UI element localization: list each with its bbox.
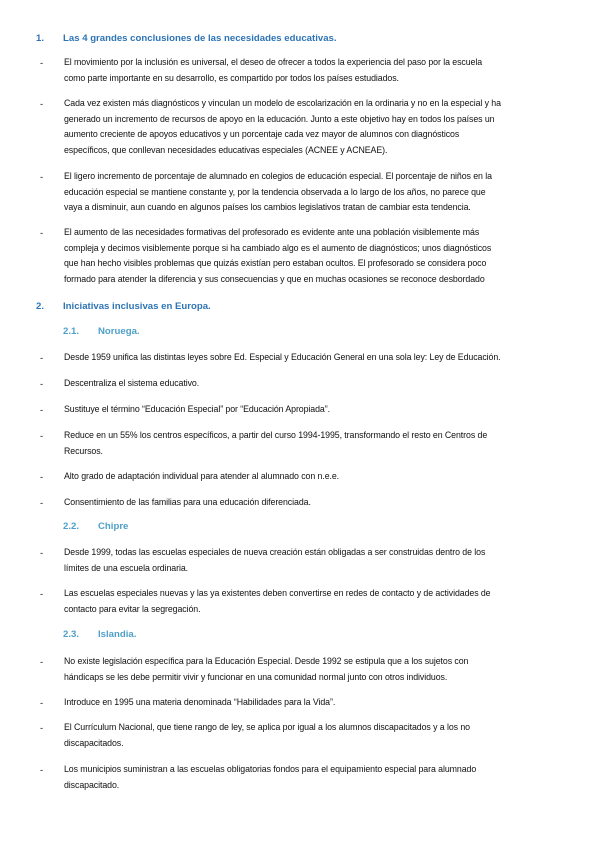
list-item-text: Desde 1959 unifica las distintas leyes sobre Ed. Especial y Educación General en una sola ley: Ley de Educación.	[64, 352, 501, 362]
subsection-number: 2.1.	[63, 326, 80, 337]
subsection-number: 2.3.	[63, 629, 80, 640]
bullet-dash: -	[40, 98, 44, 109]
bullet-dash: -	[40, 588, 44, 599]
bullet-dash: -	[40, 656, 44, 667]
section-title: Iniciativas inclusivas en Europa.	[63, 301, 211, 312]
section-heading	[36, 301, 211, 312]
bullet-dash: -	[40, 764, 44, 775]
section-title: Las 4 grandes conclusiones de las necesidades educativas.	[63, 33, 337, 44]
subsection-title: Chipre	[98, 521, 129, 532]
list-item-text: El ligero incremento de porcentaje de alumnado en colegios de educación especial. El porcentaje de niños en la educación especial se mantiene constante y, por la tendencia observada a lo largo de los años, no parece que vaya a disminuir, aun cuando en algunos países los cambios legislativos tratan de cambiar esta tendencia.	[64, 171, 492, 212]
list-item-text: Los municipios suministran a las escuelas obligatorias fondos para el equipamiento especial para alumnado discapacitado.	[64, 764, 477, 790]
list-item-text: Alto grado de adaptación individual para atender al alumnado con n.e.e.	[64, 471, 340, 481]
list-item-text: Consentimiento de las familias para una educación diferenciada.	[64, 497, 311, 507]
section-number: 1.	[36, 33, 45, 44]
subsection-heading	[63, 521, 128, 532]
list-item-text: Introduce en 1995 una materia denominada “Habilidades para la Vida”.	[64, 697, 336, 707]
bullet-dash: -	[40, 171, 44, 182]
section-number: 2.	[36, 301, 45, 312]
list-item-text: El Currículum Nacional, que tiene rango de ley, se aplica por igual a los alumnos discapacitados y a los no discapacitados.	[64, 722, 470, 748]
subsection-number: 2.2.	[63, 521, 80, 532]
list-item-text: No existe legislación específica para la Educación Especial. Desde 1992 se estipula que a los sujetos con hándicaps se les debe permitir vivir y funcionar en una comunidad normal junto con otros individuos.	[64, 656, 469, 682]
bullet-dash: -	[40, 57, 44, 68]
bullet-dash: -	[40, 352, 44, 363]
list-item-text: Descentraliza el sistema educativo.	[64, 378, 200, 388]
bullet-dash: -	[40, 404, 44, 415]
list-item-text: El aumento de las necesidades formativas del profesorado es evidente ante una población visiblemente más compleja y decimos visiblemente porque si ha cambiado algo es el aumento de diagnósticos; unos diagnósticos que han hecho visibles problemas que quizás existían pero estaban ocultos. El profesorado se considera poco formado para atender la diferencia y sus consecuencias y que en muchas ocasiones se reconoce desbordado	[64, 227, 492, 284]
list-item-text: Desde 1999, todas las escuelas especiales de nueva creación están obligadas a ser construidas dentro de los límites de una escuela ordinaria.	[64, 547, 486, 573]
bullet-dash: -	[40, 471, 44, 482]
subsection-title: Islandia.	[98, 629, 137, 640]
bullet-dash: -	[40, 697, 44, 708]
bullet-dash: -	[40, 722, 44, 733]
list-item-text: Las escuelas especiales nuevas y las ya existentes deben convertirse en redes de contacto y de actividades de contacto para evitar la segregación.	[64, 588, 491, 614]
list-item-text: Cada vez existen más diagnósticos y vinculan un modelo de escolarización en la ordinaria y no en la especial y ha generado un incremento de recursos de apoyo en la educación. Junto a este objetivo hay en todos los países un aumento creciente de apoyos educativos y un porcentaje cada vez mayor de alumnos con diagnósticos específicos, que conllevan necesidades educativas especiales (ACNEE y ACNEAE).	[64, 98, 501, 155]
bullet-dash: -	[40, 227, 44, 238]
list-item-text: El movimiento por la inclusión es universal, el deseo de ofrecer a todos la experiencia del paso por la escuela como parte importante en su desarrollo, es compartido por todos los países estudiados.	[64, 57, 483, 83]
list-item-text: Sustituye el término “Educación Especial” por “Educación Apropiada”.	[64, 404, 330, 414]
subsection-heading	[63, 326, 140, 337]
bullet-dash: -	[40, 547, 44, 558]
subsection-heading	[63, 629, 136, 640]
list-item-text: Reduce en un 55% los centros específicos, a partir del curso 1994-1995, transformando el resto en Centros de Recursos.	[64, 430, 488, 456]
bullet-dash: -	[40, 497, 44, 508]
bullet-dash: -	[40, 378, 44, 389]
subsection-title: Noruega.	[98, 326, 140, 337]
bullet-dash: -	[40, 430, 44, 441]
section-heading	[36, 33, 337, 44]
